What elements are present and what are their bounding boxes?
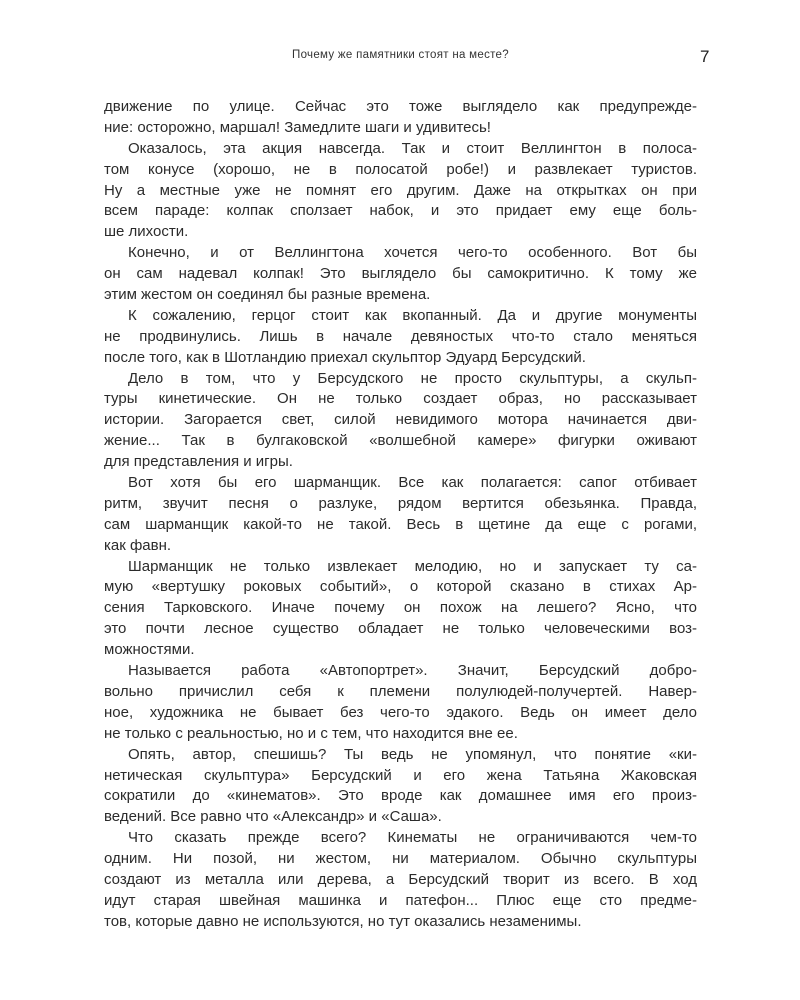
paragraph: [104, 369, 697, 473]
paragraph: [104, 306, 697, 369]
text-line: Называется работа «Автопортрет». Значит, Берсудский добро-: [128, 662, 697, 680]
body-text: [104, 97, 697, 933]
text-line: движение по улице. Сейчас это тоже выглядело как предупрежде-: [104, 98, 697, 115]
text-line: одним. Ни позой, ни жестом, ни материалом. Обычно скульптуры: [104, 850, 697, 868]
text-line: туры кинетические. Он не только создает образ, но рассказывает: [104, 390, 697, 408]
paragraph: [104, 557, 697, 661]
text-line: мую «вертушку роковых событий», о которой сказано в стихах Ар-: [104, 578, 697, 596]
text-line: сократили до «кинематов». Это вроде как домашнее имя его произ-: [104, 787, 697, 805]
text-line: Ну а местные уже не помнят его другим. Даже на открытках он при: [104, 181, 697, 199]
text-line: после того, как в Шотландию приехал скульптор Эдуард Берсудский.: [104, 348, 586, 366]
text-line: нетическая скульптура» Берсудский и его жена Татьяна Жаковская: [104, 766, 697, 784]
text-line: К сожалению, герцог стоит как вкопанный. Да и другие монументы: [128, 306, 697, 324]
text-line: ное, художника не бывает без чего-то эдакого. Ведь он имеет дело: [104, 703, 697, 721]
text-line: жение... Так в булгаковской «волшебной камере» фигурки оживают: [104, 432, 697, 450]
text-line: истории. Загорается свет, силой невидимого мотора начинается дви-: [104, 411, 697, 429]
text-line: тов, которые давно не используются, но тут оказались незаменимы.: [104, 912, 582, 930]
text-line: сам шарманщик какой-то не такой. Весь в щетине да еще с рогами,: [104, 515, 697, 533]
text-line: ритм, звучит песня о разлуке, рядом вертится обезьянка. Правда,: [104, 494, 697, 512]
text-line: не только с реальностью, но и с тем, что находится вне ее.: [104, 724, 518, 742]
text-line: он сам надевал колпак! Это выглядело бы самокритично. К тому же: [104, 265, 697, 283]
text-line: Конечно, и от Веллингтона хочется чего-то особенного. Вот бы: [128, 244, 697, 262]
paragraph: [104, 745, 697, 829]
running-title: Почему же памятники стоят на месте?: [292, 49, 509, 61]
paragraph: [104, 828, 697, 932]
text-line: вольно причислил себя к племени полулюдей-получертей. Навер-: [104, 682, 697, 700]
text-line: ше лихости.: [104, 223, 189, 241]
text-line: для представления и игры.: [104, 453, 293, 471]
text-line: создают из металла или дерева, а Берсудский творит из всего. В ход: [104, 870, 697, 888]
text-line: ние: осторожно, маршал! Замедлите шаги и удивитесь!: [104, 118, 491, 136]
text-line: не продвинулись. Лишь в начале девяностых что-то стало меняться: [104, 327, 697, 345]
text-line: ведений. Все равно что «Александр» и «Саша».: [104, 808, 442, 826]
text-line: этим жестом он соединял бы разные времена.: [104, 286, 431, 304]
text-line: всем параде: колпак сползает набок, и это придает ему еще боль-: [104, 202, 697, 220]
text-line: Дело в том, что у Берсудского не просто скульптуры, а скульп-: [128, 369, 697, 387]
text-line: можностями.: [104, 641, 195, 659]
text-line: это почти лесное существо обладает не только человеческими воз-: [104, 620, 697, 638]
text-line: Опять, автор, спешишь? Ты ведь не упомянул, что понятие «ки-: [128, 745, 697, 763]
text-line: сения Тарковского. Иначе почему он похож на лешего? Ясно, что: [104, 599, 697, 617]
text-line: Шарманщик не только извлекает мелодию, но и запускает ту са-: [128, 557, 697, 575]
text-line: как фавн.: [104, 536, 172, 554]
text-line: том конусе (хорошо, не в полосатой робе!) и развлекает туристов.: [104, 160, 697, 178]
text-line: Что сказать прежде всего? Кинематы не ограничиваются чем-то: [128, 829, 697, 847]
paragraph: [104, 661, 697, 745]
paragraph: [104, 243, 697, 306]
paragraph: [104, 473, 697, 557]
text-line: идут старая швейная машинка и патефон... Плюс еще сто предме-: [104, 891, 697, 909]
page-number: 7: [700, 47, 710, 66]
paragraph: [104, 139, 697, 243]
paragraph: [104, 97, 697, 139]
text-line: Вот хотя бы его шарманщик. Все как полагается: сапог отбивает: [128, 474, 697, 492]
text-line: Оказалось, эта акция навсегда. Так и стоит Веллингтон в полоса-: [128, 139, 697, 157]
